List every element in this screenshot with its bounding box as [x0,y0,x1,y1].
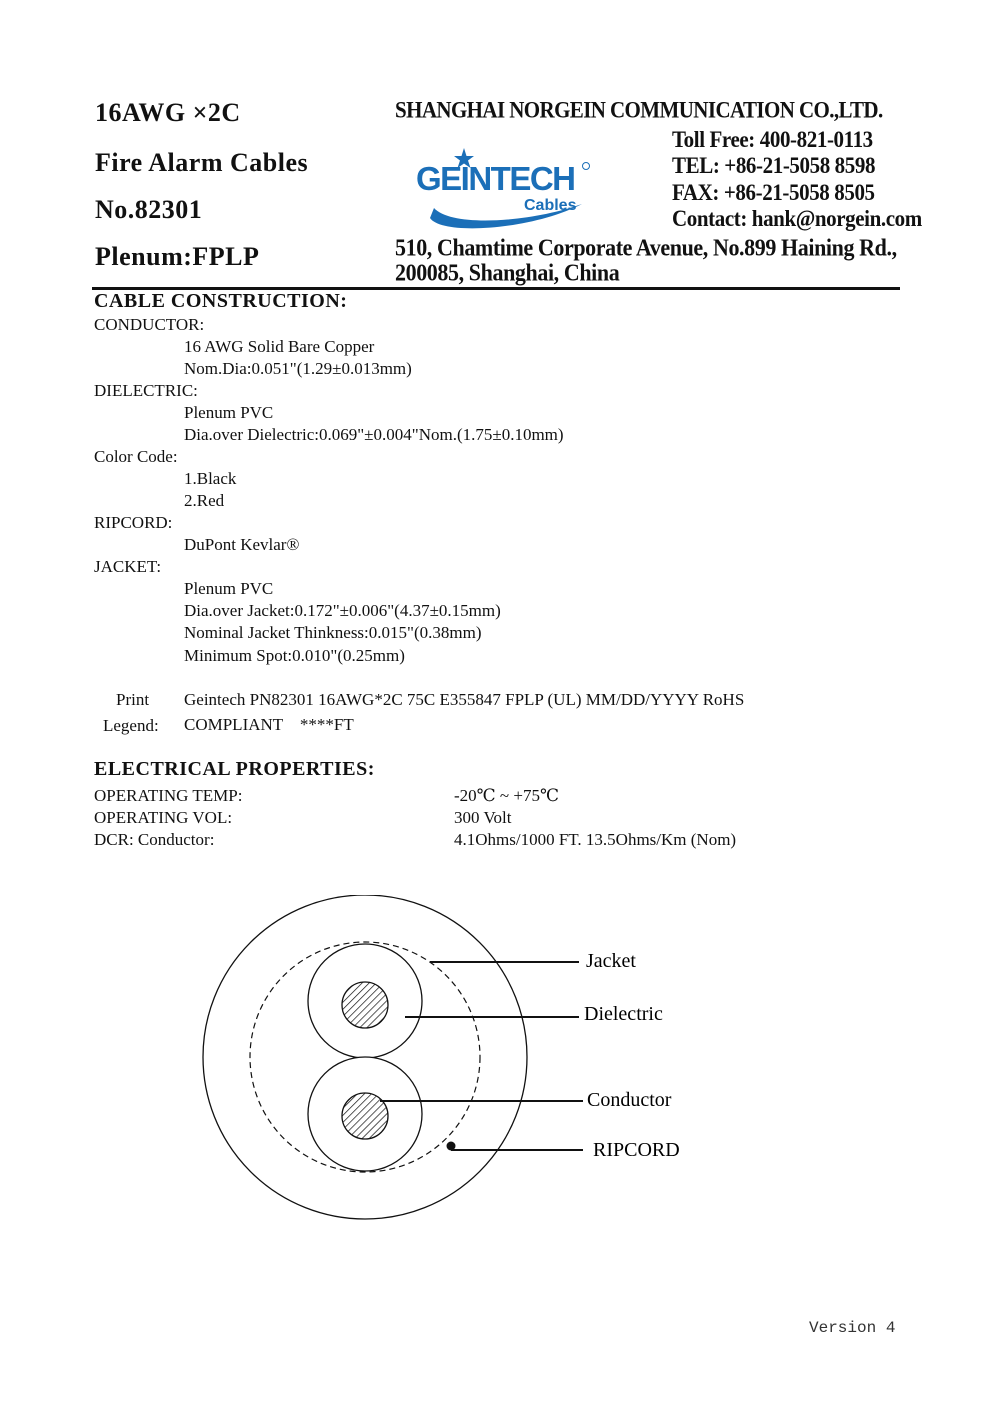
dielectric-label: Dielectric [584,1003,663,1025]
elec-label: DCR: Conductor: [94,830,215,849]
jacket-label: JACKET: [94,557,162,576]
toll-free-line: Toll Free: 400-821-0113 [672,126,873,153]
ripcord-label: RIPCORD [593,1139,680,1161]
elec-value: 4.1Ohms/1000 FT. 13.5Ohms/Km (Nom) [454,830,737,849]
construction-heading: CABLE CONSTRUCTION: [94,290,348,312]
product-gauge-title: 16AWG ×2C [95,98,241,127]
product-rating-title: Plenum:FPLP [95,242,260,271]
conductor-circle [342,1093,388,1139]
color-code-line: 2.Red [184,491,225,510]
dielectric-line: Dia.over Dielectric:0.069"±0.004"Nom.(1.75±0.10mm) [184,425,564,444]
print-legend-line: COMPLIANT ****FT [184,715,354,734]
tel-line: TEL: +86-21-5058 8598 [672,152,876,179]
print-legend-line: Geintech PN82301 16AWG*2C 75C E355847 FPLP (UL) MM/DD/YYYY RoHS [184,690,745,709]
version-label: Version 4 [809,1319,896,1337]
address-line-2: 200085, Shanghai, China [395,259,620,286]
elec-value: 300 Volt [454,808,512,827]
conductor-line: 16 AWG Solid Bare Copper [184,337,375,356]
legend-label: Legend: [103,716,159,735]
dielectric-label: DIELECTRIC: [94,381,198,400]
product-number-title: No.82301 [95,195,203,224]
product-type-title: Fire Alarm Cables [95,148,309,177]
elec-value: -20℃ ~ +75℃ [454,786,559,805]
cable-cross-section-diagram [195,895,705,1230]
dielectric-line: Plenum PVC [184,403,274,422]
fax-line: FAX: +86-21-5058 8505 [672,179,875,206]
jacket-line: Nominal Jacket Thinkness:0.015"(0.38mm) [184,623,482,642]
conductor-label: Conductor [587,1089,672,1111]
conductor-circle [342,982,388,1028]
geintech-logo [412,146,597,230]
address-line-1: 510, Chamtime Corporate Avenue, No.899 Haining Rd., [395,234,897,261]
conductor-line: Nom.Dia:0.051"(1.29±0.013mm) [184,359,412,378]
logo-sub-text: Cables [524,197,577,214]
jacket-line: Dia.over Jacket:0.172"±0.006"(4.37±0.15mm) [184,601,501,620]
color-code-label: Color Code: [94,447,178,466]
logo-brand-text: GEINTECH [416,160,575,197]
registered-mark-icon [583,163,590,170]
conductor-label: CONDUCTOR: [94,315,205,334]
ripcord-line: DuPont Kevlar® [184,535,300,554]
ripcord-label: RIPCORD: [94,513,173,532]
company-name: SHANGHAI NORGEIN COMMUNICATION CO.,LTD. [395,96,883,123]
elec-label: OPERATING VOL: [94,808,233,827]
elec-label: OPERATING TEMP: [94,786,243,805]
electrical-heading: ELECTRICAL PROPERTIES: [94,758,375,780]
contact-email-line: Contact: hank@norgein.com [672,205,922,232]
jacket-line: Plenum PVC [184,579,274,598]
jacket-label: Jacket [586,950,636,972]
color-code-line: 1.Black [184,469,237,488]
print-label: Print [116,690,150,709]
jacket-line: Minimum Spot:0.010"(0.25mm) [184,646,405,665]
